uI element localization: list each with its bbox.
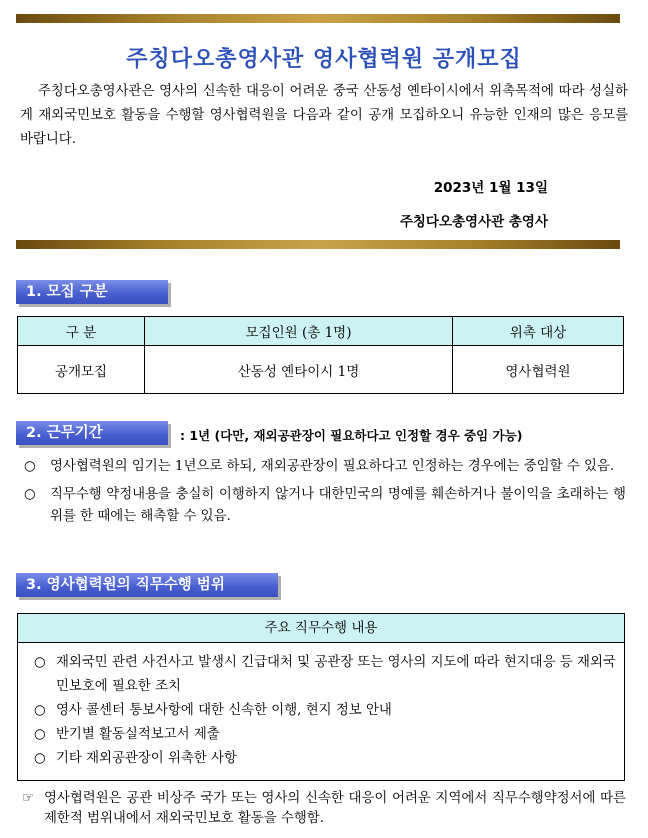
duty-text: 영사 콜센터 통보사항에 대한 신속한 이행, 현지 정보 안내 (56, 703, 392, 718)
duty-list (18, 643, 624, 771)
footnote (22, 789, 626, 829)
list-item (32, 651, 618, 699)
table-header: 구 분 (18, 317, 145, 346)
announcement-date: 2023년 1월 13일 (433, 180, 548, 196)
page-title: 주칭다오총영사관 영사협력원 공개모집 (126, 47, 522, 72)
bullet-text: 영사협력원의 임기는 1년으로 하되, 재외공관장이 필요하다고 인정하는 경우에는 중임할 수 있음. (50, 459, 615, 474)
circle-bullet-icon: ○ (24, 459, 36, 474)
circle-bullet-icon: ○ (24, 487, 36, 502)
circle-bullet-icon: ○ (34, 703, 46, 718)
circle-bullet-icon: ○ (34, 727, 46, 742)
section-1-heading: 1. 모집 구분 (16, 280, 168, 304)
duty-text: 반기별 활동실적보고서 제출 (56, 727, 220, 742)
list-item (22, 456, 626, 478)
section-3-heading: 3. 영사협력원의 직무수행 범위 (16, 573, 278, 597)
table-cell: 공개모집 (18, 346, 145, 394)
top-gold-bar (16, 14, 620, 23)
section-2-bullets (22, 456, 626, 534)
bottom-gold-bar (16, 240, 620, 249)
table-cell: 영사협력원 (453, 346, 624, 394)
duty-box-title: 주요 직무수행 내용 (18, 614, 624, 643)
duty-text: 재외국민 관련 사건사고 발생시 긴급대처 및 공관장 또는 영사의 지도에 따라 현지대응 등 재외국민보호에 필요한 조치 (56, 655, 616, 694)
duty-box (17, 613, 625, 781)
table-header-row (18, 317, 624, 346)
list-item (32, 699, 618, 723)
work-period: : 1년 (다만, 재외공관장이 필요하다고 인정할 경우 중임 가능) (180, 428, 523, 443)
footnote-text: 영사협력원은 공관 비상주 국가 또는 영사의 신속한 대응이 어려운 지역에서 직무수행약정서에 따른 제한적 범위내에서 재외국민보호 활동을 수행함. (44, 791, 626, 826)
section-2-heading: 2. 근무기간 (16, 421, 168, 445)
circle-bullet-icon: ○ (34, 751, 46, 766)
recruit-table (17, 316, 624, 394)
table-cell: 산동성 옌타이시 1명 (145, 346, 453, 394)
list-item (22, 484, 626, 528)
table-header: 위촉 대상 (453, 317, 624, 346)
pointing-hand-icon: ☞ (22, 791, 35, 806)
list-item (32, 723, 618, 747)
intro-paragraph: 주칭다오총영사관은 영사의 신속한 대응이 어려운 중국 산동성 옌타이시에서 위촉목적에 따라 성실하게 재외국민보호 활동을 수행할 영사협력원을 다음과 같이 공개 모집하오니 유능한 인재의 많은 응모를 바랍니다. (20, 84, 628, 147)
table-row (18, 346, 624, 394)
bullet-text: 직무수행 약정내용을 충실히 이행하지 않거나 대한민국의 명예를 훼손하거나 불이익을 초래하는 행위를 한 때에는 해촉할 수 있음. (50, 487, 626, 524)
circle-bullet-icon: ○ (34, 655, 46, 670)
list-item (32, 747, 618, 771)
duty-text: 기타 재외공관장이 위촉한 사항 (56, 751, 237, 766)
issuer-name: 주칭다오총영사관 총영사 (399, 214, 548, 230)
table-header: 모집인원 (총 1명) (145, 317, 453, 346)
